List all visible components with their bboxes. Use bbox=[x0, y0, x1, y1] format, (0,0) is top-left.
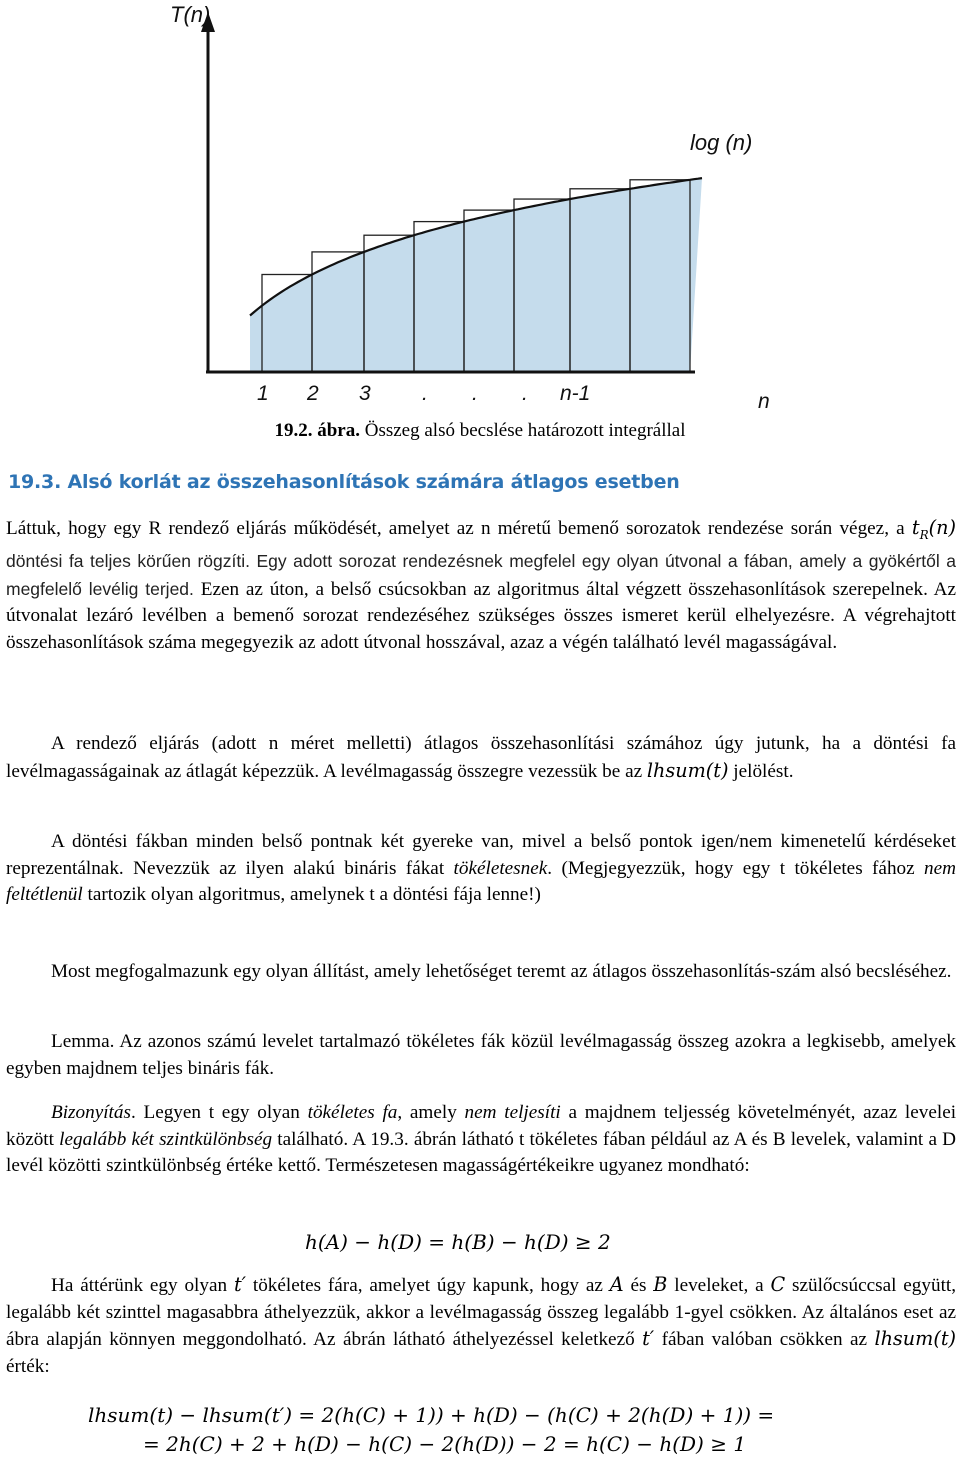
x-tick-n: n bbox=[758, 390, 770, 410]
p1-text-3: Ezen az úton, a belső csúcsokban az algoritmus által végzett összehasonlítások szerepelnek. Az útvonalat lezáró levélben a bemenő sorozat rendezéséhez szükséges összes ismeret kerül elhelyezésre. A végrehajtott összehasonlítások száma megegyezik az adott útvonal hosszával, azaz a végén található levél magasságával. bbox=[6, 578, 957, 653]
p6-text-2: , amely bbox=[397, 1102, 457, 1123]
curve-area-fill bbox=[250, 178, 702, 372]
caption-number: 19.2. ábra. bbox=[274, 420, 360, 441]
p6-italic-3: legalább két szintkülönbség bbox=[59, 1128, 273, 1150]
p2-text-2: jelölést. bbox=[733, 760, 794, 782]
paragraph-1 bbox=[6, 515, 956, 656]
x-tick-1: 1 bbox=[257, 382, 269, 405]
figure-caption bbox=[0, 420, 960, 442]
p6-italic-2: nem teljesíti bbox=[464, 1102, 561, 1123]
p2-text-1: A rendező eljárás (adott n méret melletti) átlagos összehasonlítási számához úgy jutunk, ha a döntési fa levélmagasságainak az átlagát képezzük. A levélmagasság összegre vezessük be az bbox=[6, 733, 956, 782]
paragraph-2 bbox=[6, 731, 956, 785]
equation-3: = 2h(C) + 2 + h(D) − h(C) − 2(h(D)) − 2 = h(C) − h(D) ≥ 1 bbox=[143, 1432, 747, 1456]
paragraph-3 bbox=[6, 829, 956, 909]
p3-text-2: . (Megjegyezzük, hogy egy t tökéletes fához bbox=[547, 857, 915, 879]
p1-text-1: Láttuk, hogy egy R rendező eljárás működését, amelyet az n méretű bemenő sorozatok rendezése során végez, a bbox=[6, 518, 905, 539]
x-tick-3: 3 bbox=[359, 382, 371, 405]
caption-text: Összeg alsó becslése határozott integrállal bbox=[364, 420, 686, 441]
p7-text-6: fában valóban csökken az bbox=[661, 1329, 868, 1350]
integral-lower-bound-figure bbox=[150, 0, 810, 410]
x-tick-dot-2: . bbox=[472, 382, 478, 405]
p7-math-tprime-2: t′ bbox=[642, 1327, 655, 1350]
p3-italic-2: nem feltétlenül bbox=[6, 857, 956, 905]
x-tick-dot-3: . bbox=[522, 382, 528, 405]
p7-text-3: és bbox=[630, 1275, 647, 1296]
p7-math-b: B bbox=[653, 1273, 668, 1296]
p1-math-tr: $t_R(n)$ bbox=[911, 516, 957, 542]
equation-1: h(A) − h(D) = h(B) − h(D) ≥ 2 bbox=[305, 1230, 611, 1254]
p7-text-4: leveleket, a bbox=[674, 1275, 764, 1296]
p5-text-1: Az azonos számú levelet tartalmazó tökéletes fák közül levélmagasság összeg azokra a legkisebb, amelyek egyben majdnem teljes bináris fák. bbox=[6, 1031, 956, 1079]
proof-label: Bizonyítás bbox=[51, 1102, 131, 1123]
p6-text-4: található. A 19.3. ábrán látható t tökéletes fában például az A és B levelek, valamint a D levél közötti szintkülönbség értéke kettő. Természetesen magasságértékeikre ugyanez mondható: bbox=[6, 1128, 957, 1176]
p1-text-2: döntési fa teljes körűen rögzíti. Egy adott sorozat rendezésnek megfelel egy olyan útvonal a fában, amely a gyökértől a megfelelő levélig terjed. bbox=[6, 551, 956, 599]
paragraph-4 bbox=[6, 959, 956, 986]
p6-text-1: . Legyen t egy olyan bbox=[130, 1102, 300, 1123]
p7-math-lhsum: lhsum(t) bbox=[874, 1327, 957, 1350]
p7-math-c: C bbox=[770, 1273, 786, 1296]
section-heading: 19.3. Alsó korlát az összehasonlítások számára átlagos esetben bbox=[8, 471, 680, 493]
p4-text-1: Most megfogalmazunk egy olyan állítást, amely lehetőséget teremt az átlagos összehasonlítás-szám alsó becsléséhez. bbox=[51, 961, 952, 982]
p7-math-tprime-1: t′ bbox=[233, 1273, 247, 1296]
p7-text-2: tökéletes fára, amelyet úgy kapunk, hogy az bbox=[252, 1275, 603, 1296]
p7-math-a: A bbox=[609, 1273, 624, 1296]
paragraph-7 bbox=[6, 1272, 956, 1380]
p3-text-3: tartozik olyan algoritmus, amelynek t a döntési fája lenne!) bbox=[87, 884, 541, 905]
p6-italic-1: tökéletes fa bbox=[307, 1102, 398, 1123]
x-tick-2: 2 bbox=[307, 382, 319, 405]
p7-text-7: érték: bbox=[6, 1355, 50, 1377]
paragraph-5 bbox=[6, 1029, 956, 1082]
equation-2: lhsum(t) − lhsum(t′) = 2(h(C) + 1)) + h(D) − (h(C) + 2(h(D) + 1)) = bbox=[88, 1403, 775, 1427]
y-axis-label: T(n) bbox=[170, 2, 211, 27]
p3-text-1: A döntési fákban minden belső pontnak két gyereke van, mivel a belső pontok igen/nem kimenetelű kérdéseket reprezentálnak. Nevezzük az ilyen alakú bináris fákat bbox=[6, 831, 956, 879]
p6-text-3: a majdnem teljesség követelményét, azaz levelei között bbox=[6, 1102, 957, 1150]
p7-text-5: szülőcsúccsal együtt, legalább két szinttel magasabbra áthelyezzük, akkor a levélmagasság összeg legalább 1-gyel csökken. Az általános eset az ábra alapján könnyen meggondolható. Az ábrán látható áthelyezéssel keletkező bbox=[6, 1275, 957, 1350]
p7-text-1: Ha áttérünk egy olyan bbox=[51, 1275, 228, 1296]
x-tick-dot-1: . bbox=[422, 382, 428, 405]
lemma-label: Lemma. bbox=[51, 1031, 115, 1052]
paragraph-6 bbox=[6, 1100, 956, 1180]
curve-label: log (n) bbox=[690, 130, 753, 155]
p3-italic-1: tökéletesnek bbox=[453, 857, 548, 879]
p2-math-lhsum: lhsum(t) bbox=[646, 758, 729, 782]
x-tick-n-minus-1: n-1 bbox=[560, 382, 591, 405]
